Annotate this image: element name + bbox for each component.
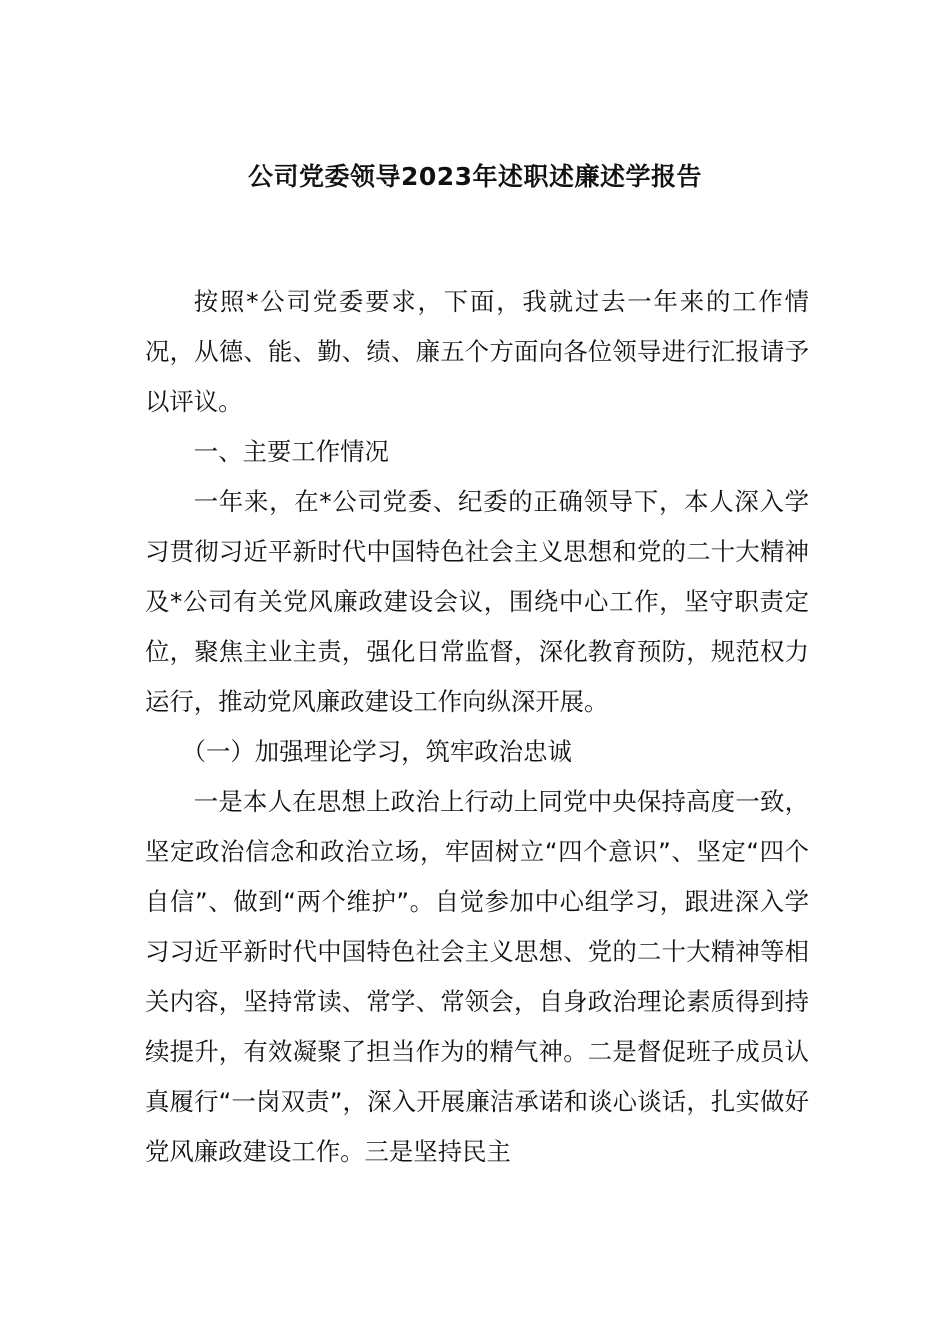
body-paragraph: 一是本人在思想上政治上行动上同党中央保持高度一致，坚定政治信念和政治立场，牢固树立“四个意识”、坚定“四个自信”、做到“两个维护”。自觉参加中心组学习，跟进深入学习习近平新时代中国特色社会主义思想、党的二十大精神等相关内容，坚持常读、常学、常领会，自身政治理论素质得到持续提升，有效凝聚了担当作为的精气神。二是督促班子成员认真履行“一岗双责”，深入开展廉洁承诺和谈心谈话，扎实做好党风廉政建设工作。三是坚持民主 bbox=[145, 787, 809, 1166]
document-title: 公司党委领导2023年述职述廉述学报告 bbox=[247, 162, 703, 191]
body-paragraph: 一年来，在*公司党委、纪委的正确领导下，本人深入学习贯彻习近平新时代中国特色社会主义思想和党的二十大精神及*公司有关党风廉政建设会议，围绕中心工作，坚守职责定位，聚焦主业主责，强化日常监督，深化教育预防，规范权力运行，推动党风廉政建设工作向纵深开展。 bbox=[145, 487, 809, 716]
section-heading: 一、主要工作情况 bbox=[193, 437, 389, 466]
subsection-heading: （一）加强理论学习，筑牢政治忠诚 bbox=[181, 737, 572, 766]
intro-paragraph: 按照*公司党委要求，下面，我就过去一年来的工作情况，从德、能、勤、绩、廉五个方面向各位领导进行汇报请予以评议。 bbox=[145, 287, 809, 416]
document-body bbox=[145, 277, 809, 1177]
